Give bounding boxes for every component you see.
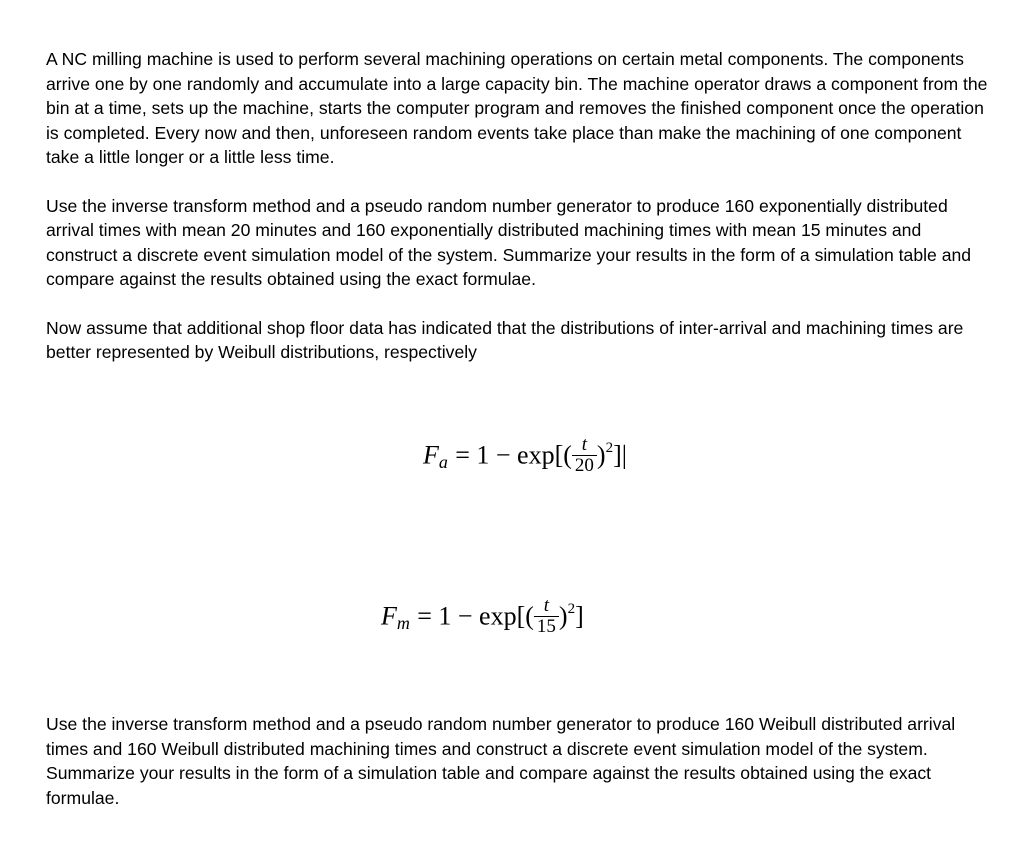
equation-fm-fraction xyxy=(534,596,559,637)
equation-fm-close: ) xyxy=(558,601,568,631)
paragraph-weibull-intro: Now assume that additional shop floor data has indicated that the distributions of inter-arrival and machining times are better represented by Weibull distributions, respectively xyxy=(46,317,964,362)
equation-fm-symbol: F xyxy=(381,601,397,631)
equation-fm-prefix: = 1 − exp[( xyxy=(417,601,534,631)
paragraph-weibull-task: Use the inverse transform method and a pseudo random number generator to produce 160 Weibull distributed arrival times and 160 Weibull distributed machining times and construct a discrete event simulation model of the system. Summarize your results in the form of a simulation table and compare against the results obtained using the exact formulae. xyxy=(46,714,956,808)
equation-fa-fraction xyxy=(572,435,597,476)
equation-fa-end: ]| xyxy=(613,440,627,470)
equation-fa-symbol: F xyxy=(423,440,439,470)
equation-fm xyxy=(381,595,584,639)
equation-fa xyxy=(423,434,627,478)
equation-fa-numerator: t xyxy=(581,434,588,455)
equation-fa-subscript: a xyxy=(438,451,448,472)
equation-fa-prefix: = 1 − exp[( xyxy=(455,440,572,470)
equation-fm-numerator: t xyxy=(543,595,550,616)
equation-fa-close: ) xyxy=(596,440,606,470)
equation-fa-exponent: 2 xyxy=(605,439,614,456)
paragraph-problem-statement: A NC milling machine is used to perform several machining operations on certain metal components. The components arrive one by one randomly and accumulate into a large capacity bin. The machine operator draws a component from the bin at a time, sets up the machine, starts the computer program and removes the finished component once the operation is completed. Every now and then, unforeseen random events take place than make the machining of one component take a little longer or a little less time. xyxy=(46,49,988,167)
equation-fa-denominator: 20 xyxy=(572,455,597,476)
equation-fm-subscript: m xyxy=(396,612,410,633)
document-body xyxy=(46,47,996,365)
equation-fm-end: ] xyxy=(575,601,584,631)
paragraph-exponential-task: Use the inverse transform method and a pseudo random number generator to produce 160 exponentially distributed arrival times with mean 20 minutes and 160 exponentially distributed machining times with mean 15 minutes and construct a discrete event simulation model of the system. Summarize your results in the form of a simulation table and compare against the results obtained using the exact formulae. xyxy=(46,195,972,289)
equation-fm-exponent: 2 xyxy=(567,600,576,617)
equation-fm-denominator: 15 xyxy=(534,616,559,637)
